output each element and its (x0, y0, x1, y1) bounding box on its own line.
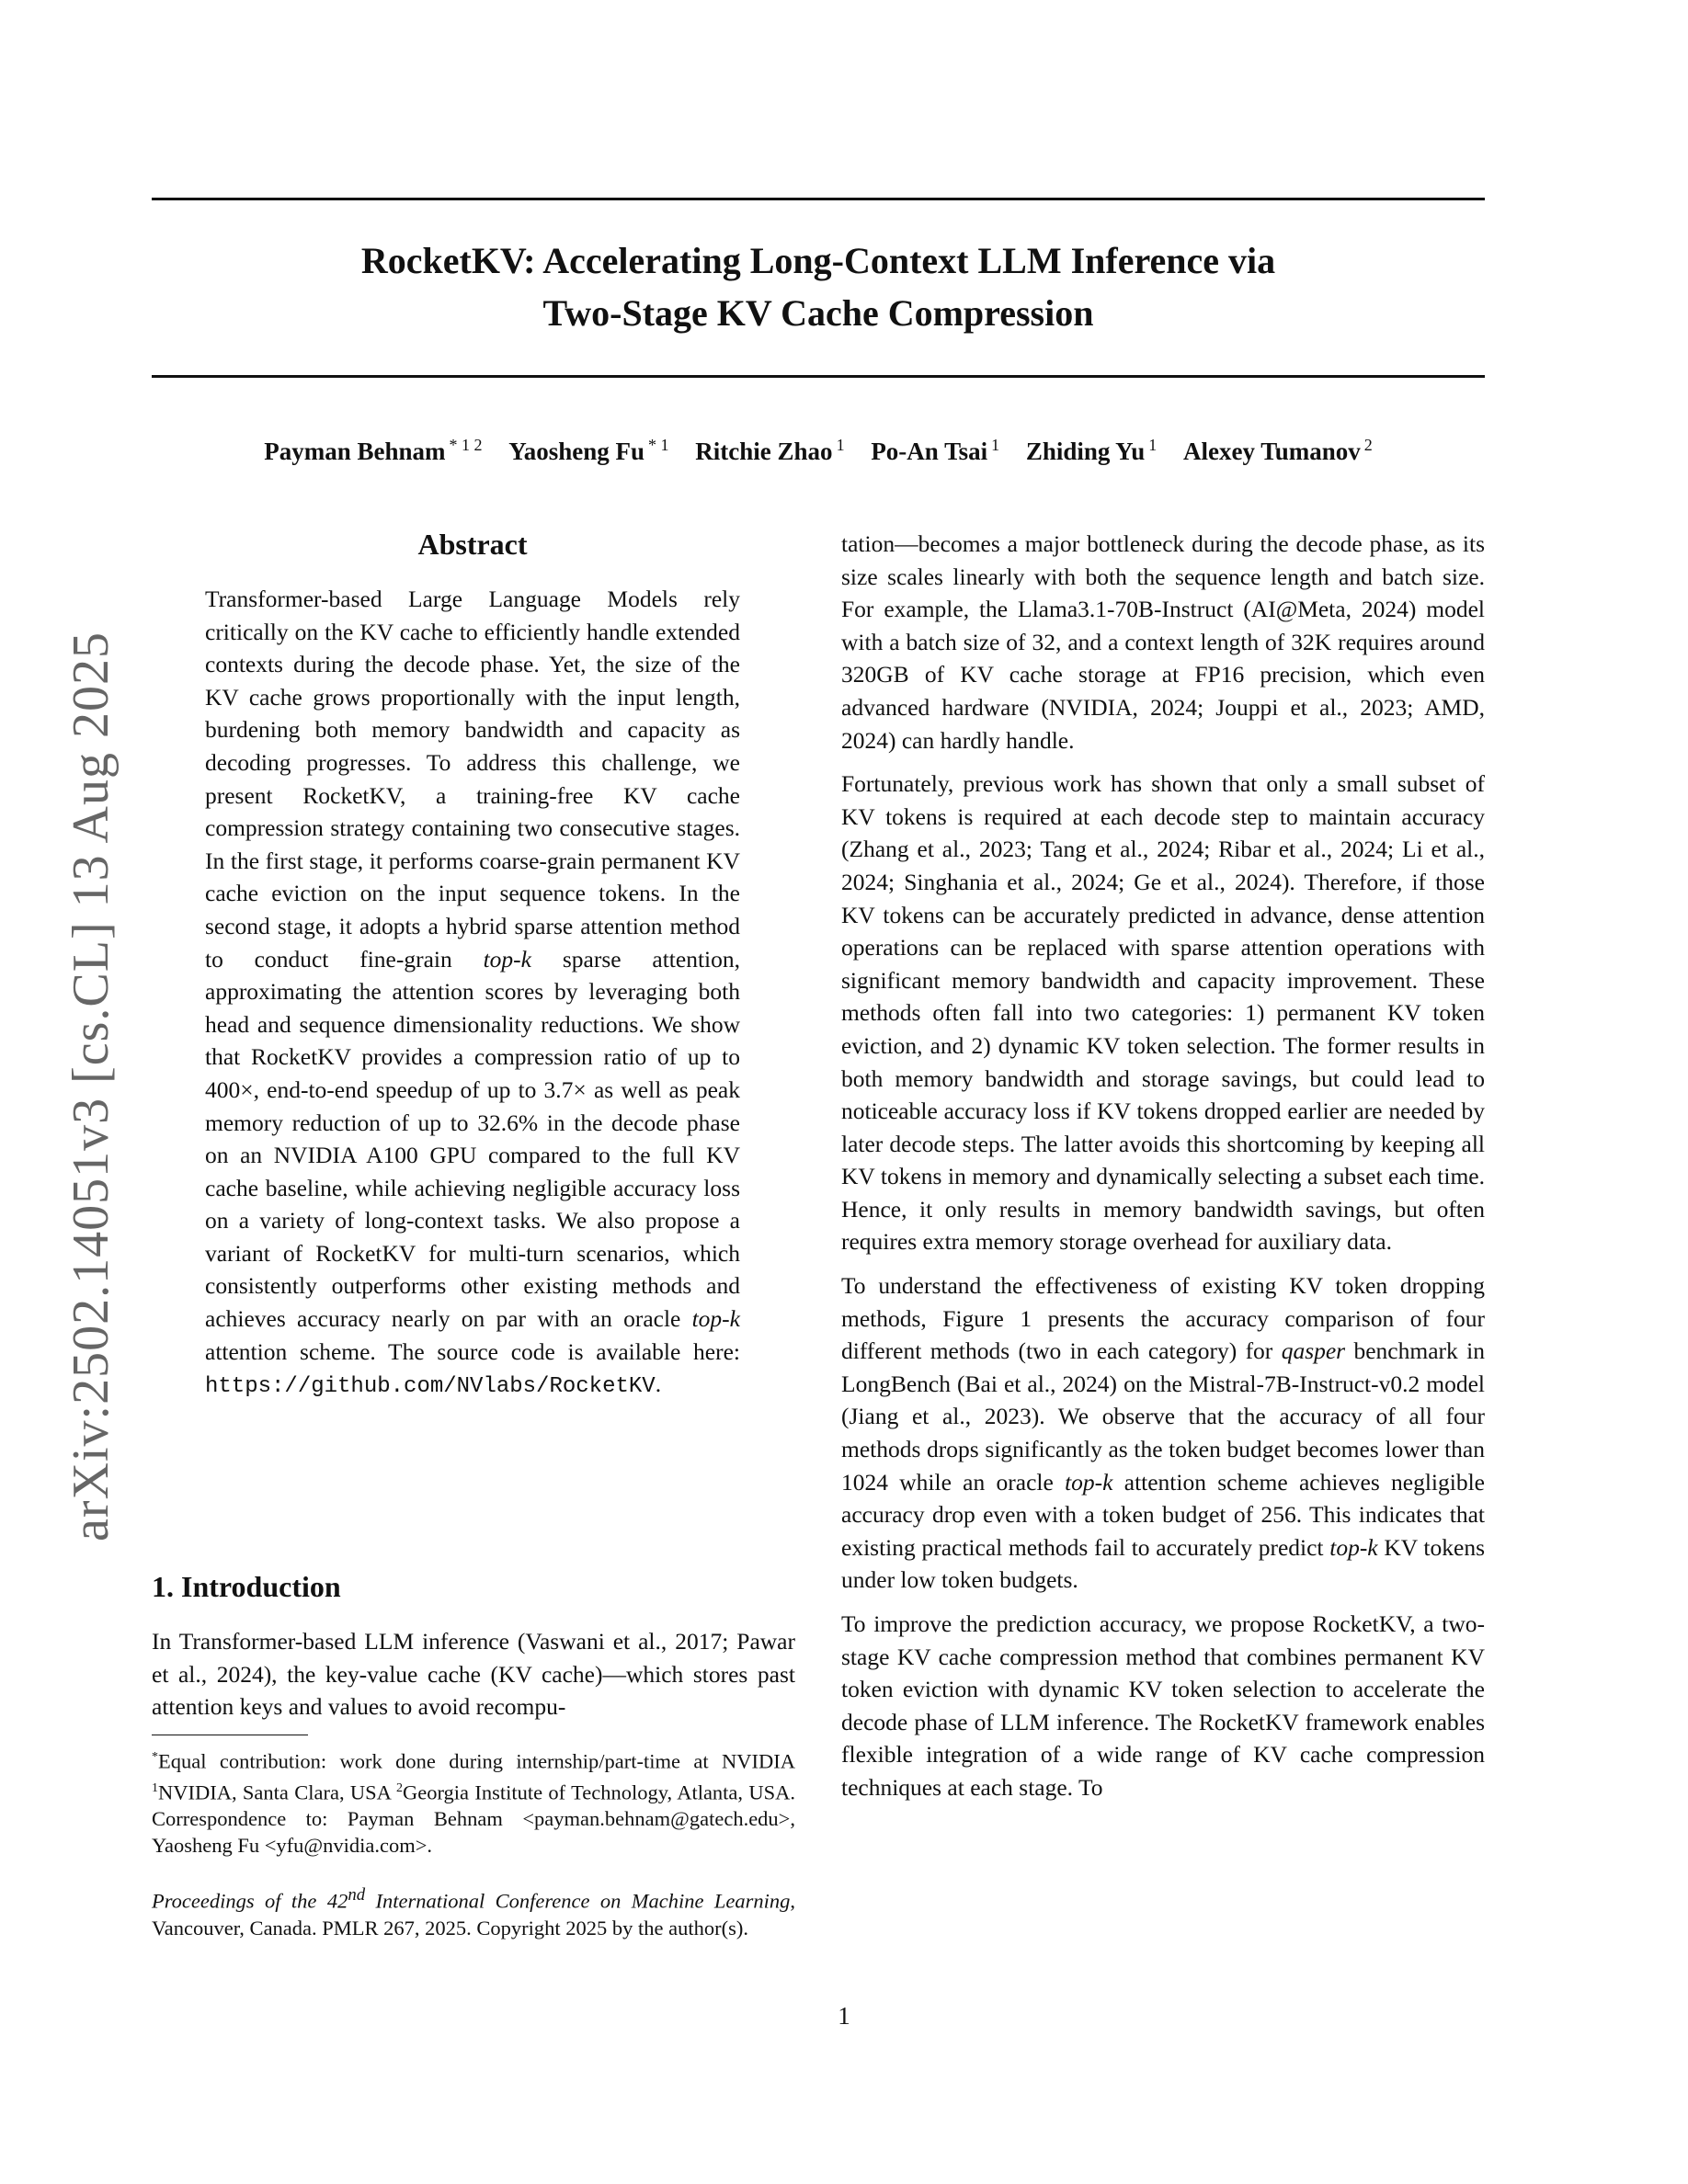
author-affiliation: * 1 2 (449, 436, 483, 454)
author-affiliation: 1 (836, 436, 845, 454)
body-emphasis: top-k (1065, 1468, 1113, 1496)
benchmark-name: qasper (1281, 1337, 1346, 1365)
footnote-marker: 2 (395, 1780, 403, 1795)
abstract-emphasis: top-k (483, 945, 531, 973)
author-affiliation: 1 (1148, 436, 1158, 454)
author (508, 436, 668, 466)
author (1183, 436, 1373, 466)
proceedings-ordinal: 42 (326, 1889, 348, 1913)
body-text: attention scheme achieves negligible accuracy drop even with a token budget of 256. This indicates that existing practical methods fail to accurately predict (841, 1468, 1485, 1561)
author-name: Ritchie Zhao (695, 438, 833, 465)
proceedings-venue: Proceedings of the (152, 1889, 327, 1913)
footnote-text: Georgia Institute of Technology, Atlanta, USA. Correspondence to: Payman Behnam <payman.behnam@gatech.edu>, Yaosheng Fu <yfu@nvidia.com>. (152, 1780, 795, 1857)
proceedings-ordinal-suffix: nd (348, 1885, 366, 1905)
body-paragraph: Fortunately, previous work has shown that only a small subset of KV tokens is required at each decode step to maintain accuracy (Zhang et al., 2023; Tang et al., 2024; Ribar et al., 2024; Li et al., 2024; Singhania et al., 2024; Ge et al., 2024). Therefore, if those KV tokens can be accurately predicted in advance, dense attention operations can be replaced with sparse attention operations with significant memory bandwidth and capacity improvement. These methods often fall into two categories: 1) permanent KV token eviction, and 2) dynamic KV token selection. The former results in both memory bandwidth and storage savings, but could lead to noticeable accuracy loss if KV tokens dropped earlier are needed by later decode steps. The latter avoids this shortcoming by keeping all KV tokens in memory and dynamically selecting a subset each time. Hence, it only results in memory bandwidth savings, but often requires extra memory storage overhead for auxiliary data. (841, 770, 1485, 1256)
title-line-2: Two-Stage KV Cache Compression (542, 292, 1094, 334)
abstract-text: . (655, 1371, 662, 1398)
footnote-marker: 1 (152, 1780, 158, 1795)
source-code-link[interactable]: https://github.com/NVlabs/RocketKV (205, 1374, 656, 1400)
title-rule-bottom (152, 375, 1485, 378)
proceedings-note (152, 1882, 795, 1941)
body-text: benchmark in LongBench (Bai et al., 2024) on the Mistral-7B-Instruct-v0.2 model (Jiang et al., 2023). We observe that the accuracy of all four methods drops significantly as the token budget becomes lower than 1024 while an oracle (841, 1337, 1485, 1496)
title-rule-top (152, 198, 1485, 200)
abstract-text: attention scheme. The source code is available here: (205, 1337, 740, 1365)
abstract-emphasis: top-k (691, 1305, 740, 1333)
page-number: 1 (838, 2002, 850, 2030)
body-paragraph: To improve the prediction accuracy, we propose RocketKV, a two-stage KV cache compression method that combines permanent KV token eviction with dynamic KV token selection to accelerate the decode phase of LLM inference. The RocketKV framework enables flexible integration of a wide range of KV cache compression techniques at each stage. To (841, 1610, 1485, 1801)
right-column (841, 528, 1485, 1815)
author-name: Yaosheng Fu (508, 438, 645, 465)
author (695, 436, 844, 466)
author-name: Po-An Tsai (871, 438, 988, 465)
footnote-text: NVIDIA, Santa Clara, USA (158, 1780, 396, 1803)
author-name: Payman Behnam (264, 438, 446, 465)
abstract-body (205, 583, 740, 1404)
footnote-text: Equal contribution: work done during internship/part-time at NVIDIA (158, 1749, 795, 1773)
abstract-text: sparse attention, approximating the attention scores by leveraging both head and sequence dimensionality reductions. We show that RocketKV provides a compression ratio of up to 400×, end-to-end speedup of up to 3.7× as well as peak memory reduction of up to 32.6% in the decode phase on an NVIDIA A100 GPU compared to the full KV cache baseline, while achieving negligible accuracy loss on a variety of long-context tasks. We also propose a variant of RocketKV for multi-turn scenarios, which consistently outperforms other existing methods and achieves accuracy nearly on par with an oracle (205, 945, 740, 1333)
body-text: KV tokens under low token budgets. (841, 1533, 1485, 1594)
introduction-paragraph (152, 1625, 795, 1723)
section-heading-introduction: 1. Introduction (152, 1570, 341, 1603)
author-affiliation: 2 (1363, 436, 1373, 454)
paper-title (152, 234, 1485, 339)
proceedings-text: , Vancouver, Canada. PMLR 267, 2025. Copyright 2025 by the author(s). (152, 1889, 796, 1939)
author (871, 436, 999, 466)
introduction-text: In Transformer-based LLM inference (Vaswani et al., 2017; Pawar et al., 2024), the key-value cache (KV cache)—which stores past attention keys and values to avoid recompu- (152, 1628, 795, 1721)
abstract-heading: Abstract (417, 528, 528, 561)
arxiv-identifier: arXiv:2502.14051v3 [cs.CL] 13 Aug 2025 (63, 631, 120, 1541)
body-emphasis: top-k (1329, 1533, 1378, 1561)
author-affiliation: 1 (991, 436, 1000, 454)
author (1026, 436, 1157, 466)
author (264, 436, 482, 466)
footnote (152, 1744, 795, 1859)
author-affiliation: * 1 (648, 436, 669, 454)
author-name: Zhiding Yu (1025, 438, 1146, 465)
footnote-marker: * (152, 1750, 158, 1764)
author-name: Alexey Tumanov (1182, 438, 1361, 465)
body-text: To understand the effectiveness of existing KV token dropping methods, Figure 1 presents the accuracy comparison of four different methods (two in each category) for (841, 1272, 1485, 1365)
body-paragraph: tation—becomes a major bottleneck during the decode phase, as its size scales linearly with both the sequence length and batch size. For example, the Llama3.1-70B-Instruct (AI@Meta, 2024) model with a batch size of 32, and a context length of 32K requires around 320GB of KV cache storage at FP16 precision, which even advanced hardware (NVIDIA, 2024; Jouppi et al., 2023; AMD, 2024) can hardly handle. (841, 530, 1485, 754)
proceedings-venue: International Conference on Machine Learning (365, 1889, 791, 1913)
title-line-1: RocketKV: Accelerating Long-Context LLM Inference via (360, 240, 1276, 281)
abstract-text: Transformer-based Large Language Models rely critically on the KV cache to efficiently handle extended contexts during the decode phase. Yet, the size of the KV cache grows proportionally with the input length, burdening both memory bandwidth and capacity as decoding progresses. To address this challenge, we present RocketKV, a training-free KV cache compression strategy containing two consecutive stages. In the first stage, it performs coarse-grain permanent KV cache eviction on the input sequence tokens. In the second stage, it adopts a hybrid sparse attention method to conduct fine-grain (205, 586, 740, 973)
author-list (152, 436, 1485, 466)
body-paragraph (841, 1269, 1485, 1597)
